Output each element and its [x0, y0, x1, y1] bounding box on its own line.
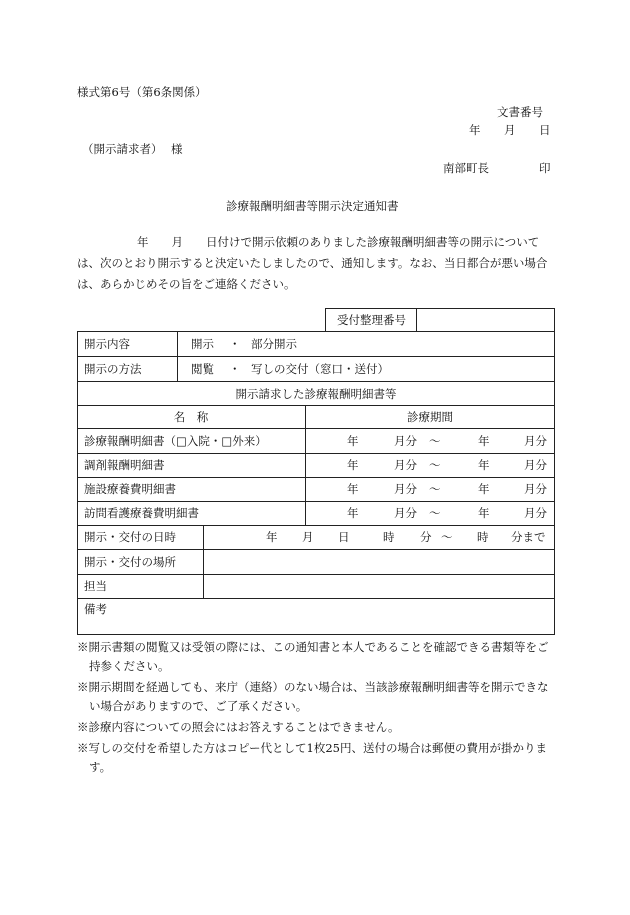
disclosure-content-label: 開示内容 — [84, 337, 130, 351]
datetime-day: 日 — [338, 530, 350, 544]
date-year: 年 — [469, 123, 481, 137]
disclosure-method-label: 開示の方法 — [84, 362, 142, 376]
datetime-tilde: ～ — [441, 530, 453, 544]
person-label: 担当 — [84, 579, 107, 593]
form-id: 様式第6号（第6条関係） — [77, 85, 207, 99]
period-month-start: 月分 — [394, 506, 417, 520]
addressee-name: （開示請求者） — [82, 142, 163, 156]
period-month-end: 月分 — [524, 434, 547, 448]
period-month-start: 月分 — [394, 458, 417, 472]
datetime-label: 開示・交付の日時 — [84, 530, 176, 544]
disclosure-table — [77, 308, 555, 635]
date-month: 月 — [504, 123, 516, 137]
seal-mark: 印 — [539, 161, 551, 175]
period-tilde: ～ — [429, 434, 441, 448]
note-item: ※開示期間を経過しても、来庁（連絡）のない場合は、当該診療報酬明細書等を開示できない場合がありますので、ご了承ください。 — [77, 680, 549, 713]
period-year-end: 年 — [478, 506, 490, 520]
period-tilde: ～ — [429, 506, 441, 520]
row-name: 調剤報酬明細書 — [84, 458, 165, 472]
body-year: 年 — [137, 235, 149, 249]
note-item: ※写しの交付を希望した方はコピー代として1枚25円、送付の場合は郵便の費用が掛かります。 — [77, 741, 547, 774]
row-name: 診療報酬明細書（□入院・□外来） — [84, 434, 267, 448]
period-month-start: 月分 — [394, 482, 417, 496]
period-tilde: ～ — [429, 482, 441, 496]
option-separator: ・ — [229, 337, 241, 351]
body-rest-text: は、次のとおり開示すると決定いたしましたので、通知します。なお、当日都合が悪い場合は、あらかじめその旨をご連絡ください。 — [77, 256, 548, 291]
datetime-month: 月 — [302, 530, 314, 544]
option-copy-delivery[interactable]: 写しの交付（窓口・送付） — [251, 362, 389, 376]
body-lead-text: 日付けで開示依頼のありました診療報酬明細書等の開示について — [206, 235, 540, 249]
body-paragraph — [77, 232, 555, 295]
period-month-start: 月分 — [394, 434, 417, 448]
note-item: ※開示書類の閲覧又は受領の際には、この通知書と本人であることを確認できる書類等をご持参ください。 — [77, 640, 549, 673]
period-year-end: 年 — [478, 458, 490, 472]
reception-label: 受付整理番号 — [337, 313, 406, 327]
datetime-minute: 分 — [420, 530, 432, 544]
note-item: ※診療内容についての照会にはお答えすることはできません。 — [77, 720, 400, 734]
place-label: 開示・交付の場所 — [84, 555, 176, 569]
period-month-end: 月分 — [524, 506, 547, 520]
period-year-end: 年 — [478, 434, 490, 448]
body-month: 月 — [171, 235, 183, 249]
datetime-hour: 時 — [383, 530, 395, 544]
section-title: 開示請求した診療報酬明細書等 — [235, 387, 397, 401]
notes-list — [77, 638, 557, 779]
date-day: 日 — [539, 123, 551, 137]
datetime-hour-end: 時 — [477, 530, 489, 544]
period-year-start: 年 — [347, 506, 359, 520]
period-year-start: 年 — [347, 482, 359, 496]
period-year-start: 年 — [347, 458, 359, 472]
option-separator: ・ — [229, 362, 241, 376]
row-name: 訪問看護療養費明細書 — [84, 506, 199, 520]
datetime-year: 年 — [266, 530, 278, 544]
period-tilde: ～ — [429, 458, 441, 472]
period-year-start: 年 — [347, 434, 359, 448]
page-title: 診療報酬明細書等開示決定通知書 — [226, 199, 399, 213]
period-year-end: 年 — [478, 482, 490, 496]
option-disclose[interactable]: 開示 — [191, 337, 214, 351]
period-month-end: 月分 — [524, 458, 547, 472]
column-period: 診療期間 — [407, 410, 453, 424]
period-month-end: 月分 — [524, 482, 547, 496]
column-name: 名 称 — [173, 410, 209, 424]
row-name: 施設療養費明細書 — [84, 482, 176, 496]
addressee-suffix: 様 — [171, 142, 183, 156]
datetime-minute-end: 分まで — [511, 530, 546, 544]
remarks-label: 備考 — [84, 602, 107, 616]
option-view[interactable]: 閲覧 — [191, 362, 214, 376]
option-partial-disclose[interactable]: 部分開示 — [251, 337, 297, 351]
doc-number-label: 文書番号 — [497, 105, 543, 119]
sender-title: 南部町長 — [443, 161, 489, 175]
